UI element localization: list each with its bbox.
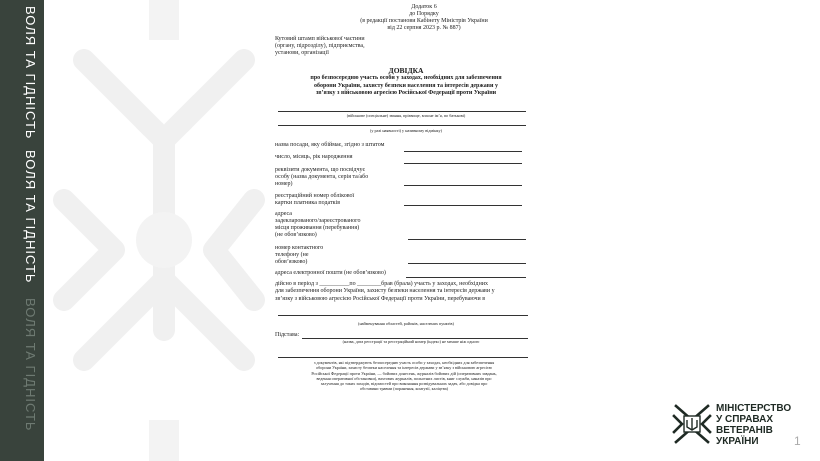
page-number: 1 [794,434,801,448]
ministry-emblem-icon [672,402,712,446]
footnote-line: залучення до таких заходів, відомостей про виконання розвідувальних задач, або довідка про [320,381,488,387]
region-caption: (найменування областей, районів, населених пунктів) [358,321,454,326]
subtitle-line: оборони України, захисту безпеки населення та інтересів держави у [314,82,498,89]
field-label-line: реквізити документа, що посвідчує [275,167,366,173]
name-underline [278,111,526,112]
ministry-name-line: У СПРАВАХ [716,414,774,425]
subtitle-line: зв’язку з військовою агресією Російської Федерації проти України [315,90,497,96]
header-line: (в редакції постанови Кабінету Міністрів України [360,18,488,24]
paragraph-line: для забезпечення оборони України, захисту безпеки населення та інтересів держави у [275,288,495,295]
field-underline [404,163,522,164]
field-label-line: особу (назва документа, серія та/або [275,174,369,180]
field-label-line: номер) [275,181,293,187]
header-line: до Порядку [409,11,439,17]
field-underline [404,205,522,206]
footnote-line: Російської Федерації проти України, — бойових донесень, журналів бойових дій (оперативних завдань, [311,370,497,376]
case-caption: (у разі наявності) у називному відмінку) [369,128,443,133]
ministry-name-line: МІНІСТЕРСТВО [716,403,792,414]
field-label-line: місця проживання (перебування) [275,225,360,231]
basis-underline-2 [278,357,528,358]
field-label-line: обов’язково) [275,259,308,265]
name-caption: (військове (спеціальне) звання, прізвище, власне ім’я, по батькові) [346,113,466,118]
appendix-header [334,4,514,32]
document-footnote [278,360,530,392]
field-underline [408,263,526,264]
sidebar-text: ВОЛЯ ТА ГІДНІСТЬ [23,6,38,140]
footnote-line: обставини травми (поранення, контузії, каліцтва) [360,386,448,392]
field-label [275,193,354,207]
field-label [275,211,361,239]
field-label-line: номер контактного [275,245,324,251]
field-label [275,245,323,266]
field-underline [408,239,526,240]
paragraph-line: дійсно в період з __________по ________брав (брала) участь у заходах, необхідних [275,281,488,287]
document-title: ДОВІДКА [388,66,424,75]
field-underline [404,185,522,186]
basis-label: Підстава: [275,332,300,338]
subtitle-line: про безпосередню участь особи у заходах, необхідних для забезпечення [310,75,502,81]
field-underline [406,277,526,278]
document-subtitle [274,75,538,98]
trident-watermark-icon [44,0,274,461]
sidebar-text-faded: ВОЛЯ ТА ГІДНІСТЬ [23,298,38,432]
paragraph-line: зв’язку з військовою агресією Російської Федерації проти України, перебуваючи в [275,295,486,302]
header-line: Додаток 6 [411,4,437,10]
field-label [275,167,368,188]
field-label: число, місяць, рік народження [275,154,353,160]
footnote-line: оборони України, захисту безпеки населення та інтересів держави у зв’язку з військовою агресією [316,365,492,371]
footnote-line: з документів, які підтверджують безпосередню участь особи у заходах, необхідних для забезпечення [313,360,495,365]
field-label-line: (не обов’язково) [275,232,317,238]
field-underline [404,151,522,152]
field-label-line: реєстраційний номер облікової [275,193,355,199]
birth-underline [278,125,526,126]
participation-paragraph [275,281,537,303]
field-label: адреса електронної пошти (не обов’язково) [275,270,386,276]
ministry-name-line: ВЕТЕРАНІВ [716,425,773,436]
field-label: назва посади, яку обіймає, згідно з штатом [275,142,385,148]
ministry-name-line: УКРАЇНИ [716,436,759,447]
field-label-line: адреса [275,211,292,217]
field-label-line: картки платника податків [275,200,341,206]
footnote-line: ведення оперативної обстановки), вахтових журналів, польотних листів, книг служби, наказів про [316,375,492,381]
stamp-line: (органу, підрозділу), підприємства, [275,43,365,49]
header-line: від 22 серпня 2023 р. № 887) [387,25,461,31]
document-page [274,0,538,461]
stamp-line: Кутовий штамп військової частини [275,36,365,42]
field-label-line: задекларованого/зареєстрованого [275,218,361,224]
region-underline [278,315,528,316]
field-label-line: телефону (не [275,252,309,258]
stamp-block [275,36,415,57]
basis-caption: (назва, дата реєстрації та реєстраційний номер (індекс) не менше ніж одного [342,339,480,344]
stamp-line: установи, організації [275,50,329,56]
ministry-name [716,403,791,447]
sidebar-text: ВОЛЯ ТА ГІДНІСТЬ [23,150,38,284]
sidebar-band [0,0,44,461]
